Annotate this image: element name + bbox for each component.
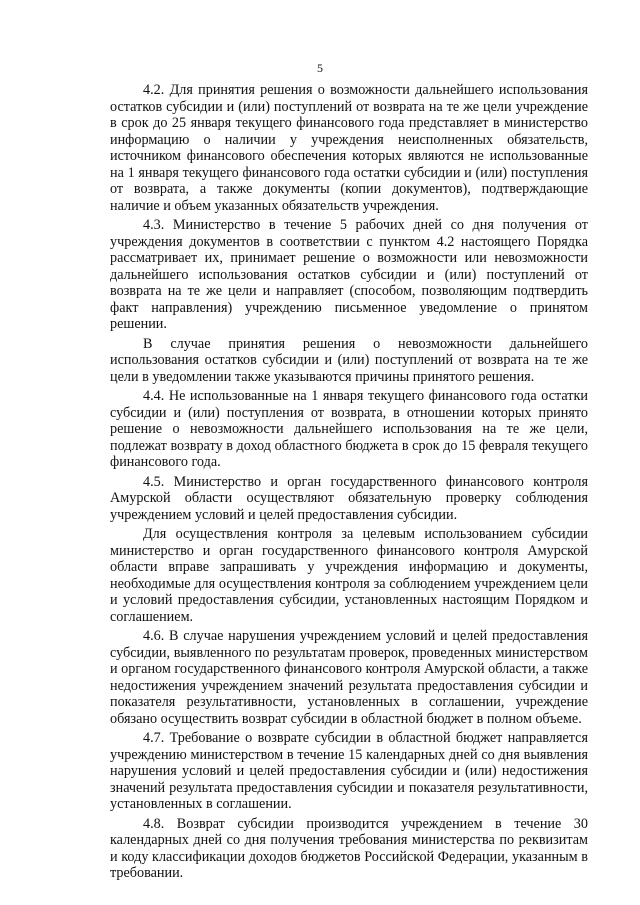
- paragraph-4-2: 4.2. Для принятия решения о возможности дальнейшего использования остатков субсидии и (или) поступлений от возврата на те же цели учреждение в срок до 25 января текущего финансового года представляет в министерство информацию о наличии у учреждения неисполненных обязательств, источником финансового обеспечения которых являются не использованные на 1 января текущего финансового года остатки субсидии и (или) поступления от возврата, а также документы (копии документов), подтверждающие наличие и объем указанных обязательств учреждения.: [110, 82, 588, 214]
- paragraph-4-4: 4.4. Не использованные на 1 января текущего финансового года остатки субсидии и (или) поступления от возврата, в отношении которых принято решение о невозможности дальнейшего использования на те же цели, подлежат возврату в доход областного бюджета в срок до 15 февраля текущего финансового года.: [110, 388, 588, 470]
- paragraph-4-5-control: Для осуществления контроля за целевым использованием субсидии министерство и орган государственного финансового контроля Амурской области вправе запрашивать у учреждения информацию и документы, необходимые для осуществления контроля за соблюдением учреждением цели и условий предоставления субсидии, установленных настоящим Порядком и соглашением.: [110, 526, 588, 625]
- paragraph-4-8: 4.8. Возврат субсидии производится учреждением в течение 30 календарных дней со дня получения требования министерства по реквизитам и коду классификации доходов бюджетов Российской Федерации, указанным в требовании.: [110, 815, 588, 881]
- document-body: [110, 82, 588, 885]
- paragraph-4-3: 4.3. Министерство в течение 5 рабочих дней со дня получения от учреждения документов в соответствии с пунктом 4.2 настоящего Порядка рассматривает их, принимает решение о возможности или невозможности дальнейшего использования остатков субсидии и (или) поступлений от возврата на те же цели и направляет (способом, позволяющим подтвердить факт направления) учреждению письменное уведомление о принятом решении.: [110, 217, 588, 332]
- paragraph-4-6: 4.6. В случае нарушения учреждением условий и целей предоставления субсидии, выявленного по результатам проверок, проведенных министерством и органом государственного финансового контроля Амурской области, а также недостижения учреждением значений результата предоставления субсидии и показателя результативности, установленных в соглашении, учреждение обязано осуществить возврат субсидии в областной бюджет в полном объеме.: [110, 628, 588, 727]
- paragraph-4-5: 4.5. Министерство и орган государственного финансового контроля Амурской области осуществляют обязательную проверку соблюдения учреждением условий и целей предоставления субсидии.: [110, 473, 588, 523]
- paragraph-4-3-refusal: В случае принятия решения о невозможности дальнейшего использования остатков субсидии и (или) поступлений от возврата на те же цели в уведомлении также указываются причины принятого решения.: [110, 335, 588, 385]
- page-number: 5: [317, 61, 323, 75]
- paragraph-4-7: 4.7. Требование о возврате субсидии в областной бюджет направляется учреждению министерством в течение 15 календарных дней со дня выявления нарушения условий и целей предоставления субсидии и (или) недостижения значений результата предоставления субсидии и показателя результативности, установленных в соглашении.: [110, 730, 588, 812]
